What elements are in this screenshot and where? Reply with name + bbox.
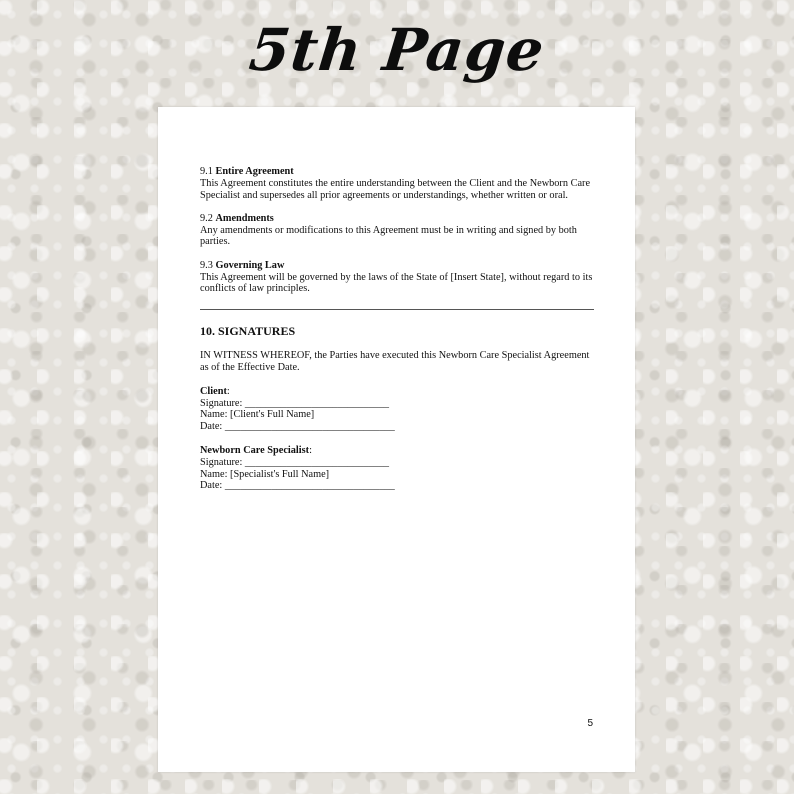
client-name-line: Name: [Client's Full Name] xyxy=(200,409,315,421)
section-body: This Agreement constitutes the entire understanding between the Client and the Newborn Care Specialist and supersedes all prior agreements or understandings, whether written or oral. xyxy=(200,177,591,201)
section-heading: Governing Law xyxy=(215,259,285,271)
specialist-label: Newborn Care Specialist xyxy=(200,444,310,456)
client-signature-block xyxy=(200,386,594,433)
section-amendments xyxy=(200,213,594,248)
section-governing-law xyxy=(200,260,594,295)
section-body: This Agreement will be governed by the laws of the State of [Insert State], without regard to its conflicts of law principles. xyxy=(200,271,593,295)
section-heading: Entire Agreement xyxy=(215,166,294,177)
specialist-signature-line: Signature: ____________________________ xyxy=(200,456,390,468)
section-body: Any amendments or modifications to this Agreement must be in writing and signed by both parties. xyxy=(200,224,577,248)
page-title: 5th Page xyxy=(246,16,548,84)
section-number: 9.2 xyxy=(200,212,213,224)
client-label-line: Client: xyxy=(200,385,230,397)
specialist-signature-block xyxy=(200,445,594,492)
horizontal-divider xyxy=(200,309,594,310)
client-date-line: Date: _________________________________ xyxy=(200,421,395,433)
section-heading-line xyxy=(200,260,594,272)
document-content xyxy=(200,166,594,504)
witness-statement: IN WITNESS WHEREOF, the Parties have executed this Newborn Care Specialist Agreement as of the Effective Date. xyxy=(200,350,590,373)
page-number: 5 xyxy=(587,718,593,729)
section-number: 9.3 xyxy=(200,259,213,271)
client-label: Client xyxy=(200,385,227,397)
specialist-date-line: Date: _________________________________ xyxy=(200,480,395,492)
section-heading-line xyxy=(200,213,594,225)
document-page xyxy=(158,107,635,772)
section-heading-line xyxy=(200,166,594,178)
section-entire-agreement xyxy=(200,166,594,201)
signatures-heading: 10. SIGNATURES xyxy=(200,324,296,339)
client-signature-line: Signature: ____________________________ xyxy=(200,397,390,409)
specialist-label-line: Newborn Care Specialist: xyxy=(200,444,312,456)
section-number: 9.1 xyxy=(200,166,213,177)
specialist-name-line: Name: [Specialist's Full Name] xyxy=(200,468,330,480)
section-heading: Amendments xyxy=(215,212,274,224)
